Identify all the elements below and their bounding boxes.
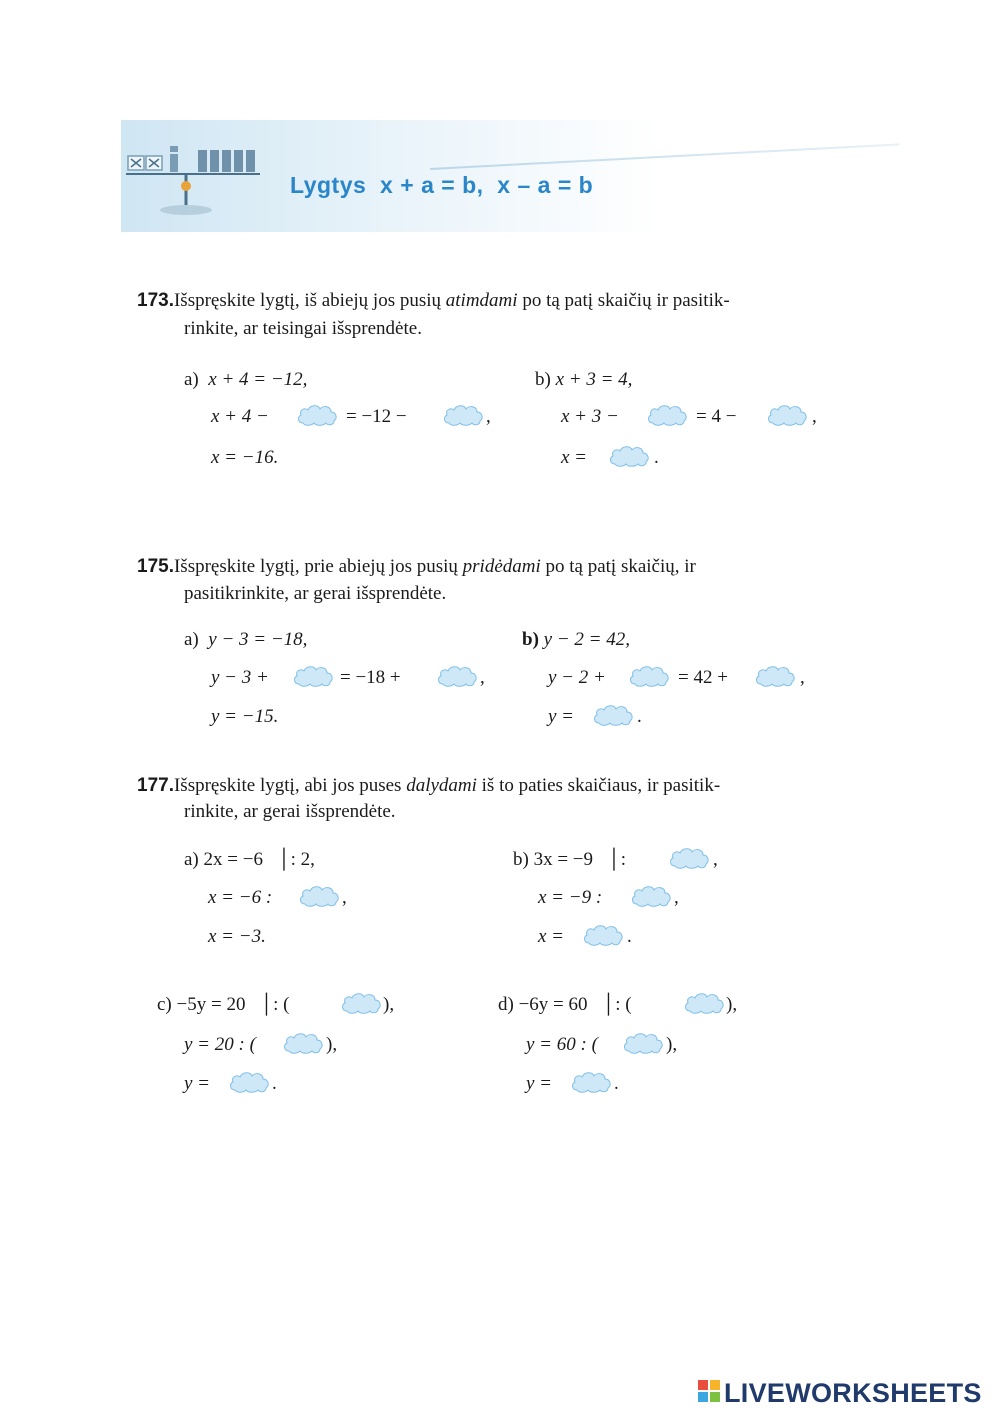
ex177-c-eq3b: .: [272, 1073, 277, 1094]
exercise-173-instruction-line1: 173.Išspręskite lygtį, iš abiejų jos pusių atimdami po tą patį skaičių ir pasitik-: [137, 290, 730, 311]
ex177-a-eq1: a) 2x = −6 │: 2,: [184, 849, 315, 870]
exercise-number: 177.: [137, 775, 174, 796]
exercise-177-instruction-line2: rinkite, ar gerai išsprendėte.: [184, 801, 396, 822]
liveworksheets-logo-icon: [698, 1380, 720, 1402]
answer-cloud-input[interactable]: [582, 923, 624, 947]
answer-cloud-input[interactable]: [296, 403, 338, 427]
exercise-173-instruction-line2: rinkite, ar teisingai išsprendėte.: [184, 318, 422, 339]
exercise-177-instruction-line1: 177.Išspręskite lygtį, abi jos puses dalydami iš to paties skaičiaus, ir pasitik-: [137, 775, 721, 796]
liveworksheets-brand: LIVEWORKSHEETS: [724, 1378, 982, 1408]
answer-cloud-input[interactable]: [766, 403, 808, 427]
ex177-d-eq3b: .: [614, 1073, 619, 1094]
ex177-d-eq3a: y =: [526, 1073, 553, 1094]
ex177-b-eq1a: b) 3x = −9 │:: [513, 849, 626, 870]
ex175-b-eq3a: y =: [548, 706, 575, 727]
ex175-b-eq1: b) y − 2 = 42,: [522, 629, 630, 650]
ex177-c-eq2a: y = 20 : (: [184, 1034, 256, 1055]
ex175-b-eq2c: ,: [800, 667, 805, 688]
answer-cloud-input[interactable]: [646, 403, 688, 427]
ex177-b-eq3b: .: [627, 926, 632, 947]
exercise-175-instruction-line1: 175.Išspręskite lygtį, prie abiejų jos pusių pridėdami po tą patį skaičių, ir: [137, 556, 696, 577]
ex177-a-eq2a: x = −6 :: [208, 887, 273, 908]
ex177-a-eq3: x = −3.: [208, 926, 266, 947]
answer-cloud-input[interactable]: [628, 664, 670, 688]
answer-cloud-input[interactable]: [630, 884, 672, 908]
answer-cloud-input[interactable]: [442, 403, 484, 427]
ex175-b-eq2a: y − 2 +: [548, 667, 606, 688]
ex175-a-eq1: a) y − 3 = −18,: [184, 629, 308, 650]
answer-cloud-input[interactable]: [340, 991, 382, 1015]
exercise-175-instruction-line2: pasitikrinkite, ar gerai išsprendėte.: [184, 583, 447, 604]
ex173-b-eq2a: x + 3 −: [561, 406, 619, 427]
ex173-a-eq1: a) x + 4 = −12,: [184, 369, 308, 390]
ex175-b-eq3b: .: [637, 706, 642, 727]
answer-cloud-input[interactable]: [754, 664, 796, 688]
exercise-number: 173.: [137, 290, 174, 311]
answer-cloud-input[interactable]: [228, 1070, 270, 1094]
ex177-d-eq1a: d) −6y = 60 │: (: [498, 994, 632, 1015]
ex175-a-eq2b: = −18 +: [340, 667, 401, 688]
page-title: Lygtys x + a = b, x – a = b: [290, 172, 594, 198]
balance-scale-icon: [126, 140, 261, 220]
ex175-a-eq2a: y − 3 +: [211, 667, 269, 688]
ex173-b-eq2b: = 4 −: [696, 406, 737, 427]
ex177-d-eq1b: ),: [726, 994, 738, 1015]
answer-cloud-input[interactable]: [608, 444, 650, 468]
ex177-a-eq2b: ,: [342, 887, 347, 908]
ex173-a-eq2a: x + 4 −: [211, 406, 269, 427]
ex177-c-eq3a: y =: [184, 1073, 211, 1094]
ex177-b-eq3a: x =: [538, 926, 565, 947]
ex177-c-eq1b: ),: [383, 994, 395, 1015]
ex177-d-eq2b: ),: [666, 1034, 678, 1055]
answer-cloud-input[interactable]: [622, 1031, 664, 1055]
answer-cloud-input[interactable]: [592, 703, 634, 727]
ex177-c-eq2b: ),: [326, 1034, 338, 1055]
ex177-b-eq2b: ,: [674, 887, 679, 908]
answer-cloud-input[interactable]: [282, 1031, 324, 1055]
ex177-b-eq1b: ,: [713, 849, 718, 870]
ex173-a-eq2b: = −12 −: [346, 406, 407, 427]
answer-cloud-input[interactable]: [292, 664, 334, 688]
answer-cloud-input[interactable]: [683, 991, 725, 1015]
ex175-b-eq2b: = 42 +: [678, 667, 728, 688]
answer-cloud-input[interactable]: [668, 846, 710, 870]
ex177-d-eq2a: y = 60 : (: [526, 1034, 598, 1055]
ex177-b-eq2a: x = −9 :: [538, 887, 603, 908]
exercise-number: 175.: [137, 556, 174, 577]
answer-cloud-input[interactable]: [436, 664, 478, 688]
ex175-a-eq3: y = −15.: [211, 706, 279, 727]
ex175-a-eq2c: ,: [480, 667, 485, 688]
ex173-b-eq3a: x =: [561, 447, 588, 468]
answer-cloud-input[interactable]: [570, 1070, 612, 1094]
ex173-b-eq3b: .: [654, 447, 659, 468]
ex173-b-eq2c: ,: [812, 406, 817, 427]
ex177-c-eq1a: c) −5y = 20 │: (: [157, 994, 290, 1015]
ex173-b-eq1: b) x + 3 = 4,: [535, 369, 633, 390]
ex173-a-eq2c: ,: [486, 406, 491, 427]
answer-cloud-input[interactable]: [298, 884, 340, 908]
ex173-a-eq3: x = −16.: [211, 447, 279, 468]
